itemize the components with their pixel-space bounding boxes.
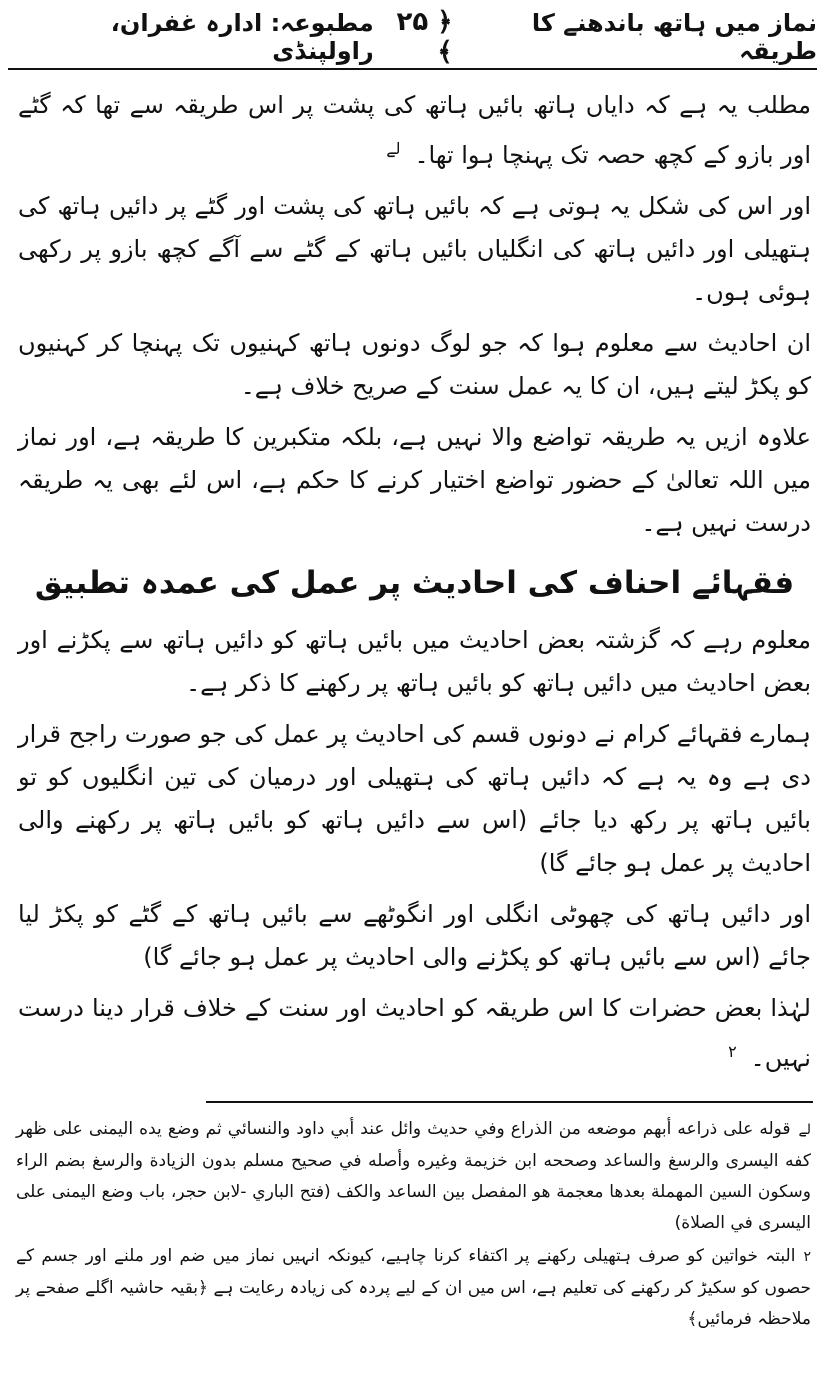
paragraph: مطلب یہ ہے کہ دایاں ہاتھ بائیں ہاتھ کی پشت پر اس طریقہ سے تھا کہ گٹے اور بازو کے کچھ حصہ تک پہنچا ہوا تھا۔$^{لے}$ bbox=[18, 91, 811, 169]
publisher-line: مطبوعہ: ادارہ غفران، راولپنڈی bbox=[110, 9, 374, 65]
footnotes bbox=[16, 1114, 811, 1337]
paragraph: علاوہ ازیں یہ طریقہ تواضع والا نہیں ہے، بلکہ متکبرین کا طریقہ ہے، اور نماز میں اللہ تعالیٰ کے حضور تواضع اختیار کرنے کا حکم ہے، اس لئے بھی یہ طریقہ درست نہیں ہے۔ bbox=[18, 423, 811, 537]
section-heading: فقہائے احناف کی احادیث پر عمل کی عمدہ تطبیق bbox=[34, 565, 795, 601]
header-rule bbox=[8, 68, 817, 70]
paragraph: اور اس کی شکل یہ ہوتی ہے کہ بائیں ہاتھ کی پشت اور گٹے پر دائیں ہاتھ کی ہتھیلی اور دائیں ہاتھ کی انگلیاں بائیں ہاتھ کے گٹے سے آگے کچھ بازو پر رکھی ہوئی ہوں۔ bbox=[18, 192, 811, 306]
paragraph: معلوم رہے کہ گزشتہ بعض احادیث میں بائیں ہاتھ کو دائیں ہاتھ سے پکڑنے اور بعض احادیث میں دائیں ہاتھ کو بائیں ہاتھ پر رکھنے کا ذکر ہے۔ bbox=[18, 626, 811, 697]
footnote-ref: لے bbox=[386, 139, 401, 158]
paragraph: ان احادیث سے معلوم ہوا کہ جو لوگ دونوں ہاتھ کہنیوں تک پہنچا کر کہنیوں کو پکڑ لیتے ہیں، ان کا یہ عمل سنت کے صریح خلاف ہے۔ bbox=[18, 329, 811, 400]
footnote-text: قوله على ذراعه أبهم موضعه من الذراع وفي حديث وائل عند أبي داود والنسائي ثم وضع يده اليمنى على ظهر كفه اليسرى والرسغ والساعد وصححه ابن خزيمة وغيره وأصله في صحيح مسلم بدون الزيادة والرسغ بضم الراء وسكون السين المهملة بعدها معجمة هو المفصل بين الساعد والكف (فتح الباري -لابن حجر، باب وضع اليمنى على اليسرى في الصلاة) bbox=[16, 1119, 811, 1233]
chapter-title: نماز میں ہاتھ باندھنے کا طریقہ bbox=[531, 9, 817, 65]
footnote-ref: ۲ bbox=[728, 1042, 737, 1061]
main-text bbox=[18, 84, 811, 1088]
paragraph: لہٰذا بعض حضرات کا اس طریقہ کو احادیث اور سنت کے خلاف قرار دینا درست نہیں۔$^۲$ bbox=[18, 994, 811, 1072]
page-number: ﴿ ۲۵ ﴾ bbox=[396, 7, 453, 67]
footnote bbox=[16, 1241, 811, 1335]
footnote-marker: لے bbox=[798, 1122, 811, 1138]
footnote-rule bbox=[206, 1101, 813, 1103]
footnote bbox=[16, 1114, 811, 1239]
page-header bbox=[8, 8, 817, 66]
footnote-text: البتہ خواتین کو صرف ہتھیلی رکھنے پر اکتفاء کرنا چاہیے، کیونکہ انہیں نماز میں ضم اور ملنے اور جسم کے حصوں کو سکیڑ کر رکھنے کی تعلیم ہے، اس میں ان کے لیے پردہ کی زیادہ رعایت ہے ﴿بقیہ حاشیہ اگلے صفحے پر ملاحظہ فرمائیں﴾ bbox=[16, 1246, 811, 1329]
footnote-marker: ۲ bbox=[803, 1249, 811, 1265]
paragraph: ہمارے فقہائے کرام نے دونوں قسم کی احادیث پر عمل کی جو صورت راجح قرار دی ہے وہ یہ ہے کہ دائیں ہاتھ کی ہتھیلی اور درمیان کی تین انگلیوں کو تو بائیں ہاتھ پر رکھ دیا جائے (اس سے دائیں ہاتھ کو بائیں ہاتھ پر رکھنے والی احادیث پر عمل ہو جائے گا) bbox=[18, 720, 811, 877]
paragraph: اور دائیں ہاتھ کی چھوٹی انگلی اور انگوٹھے سے بائیں ہاتھ کے گٹے کو پکڑ لیا جائے (اس سے بائیں ہاتھ کو پکڑنے والی احادیث پر عمل ہو جائے گا) bbox=[18, 900, 811, 971]
